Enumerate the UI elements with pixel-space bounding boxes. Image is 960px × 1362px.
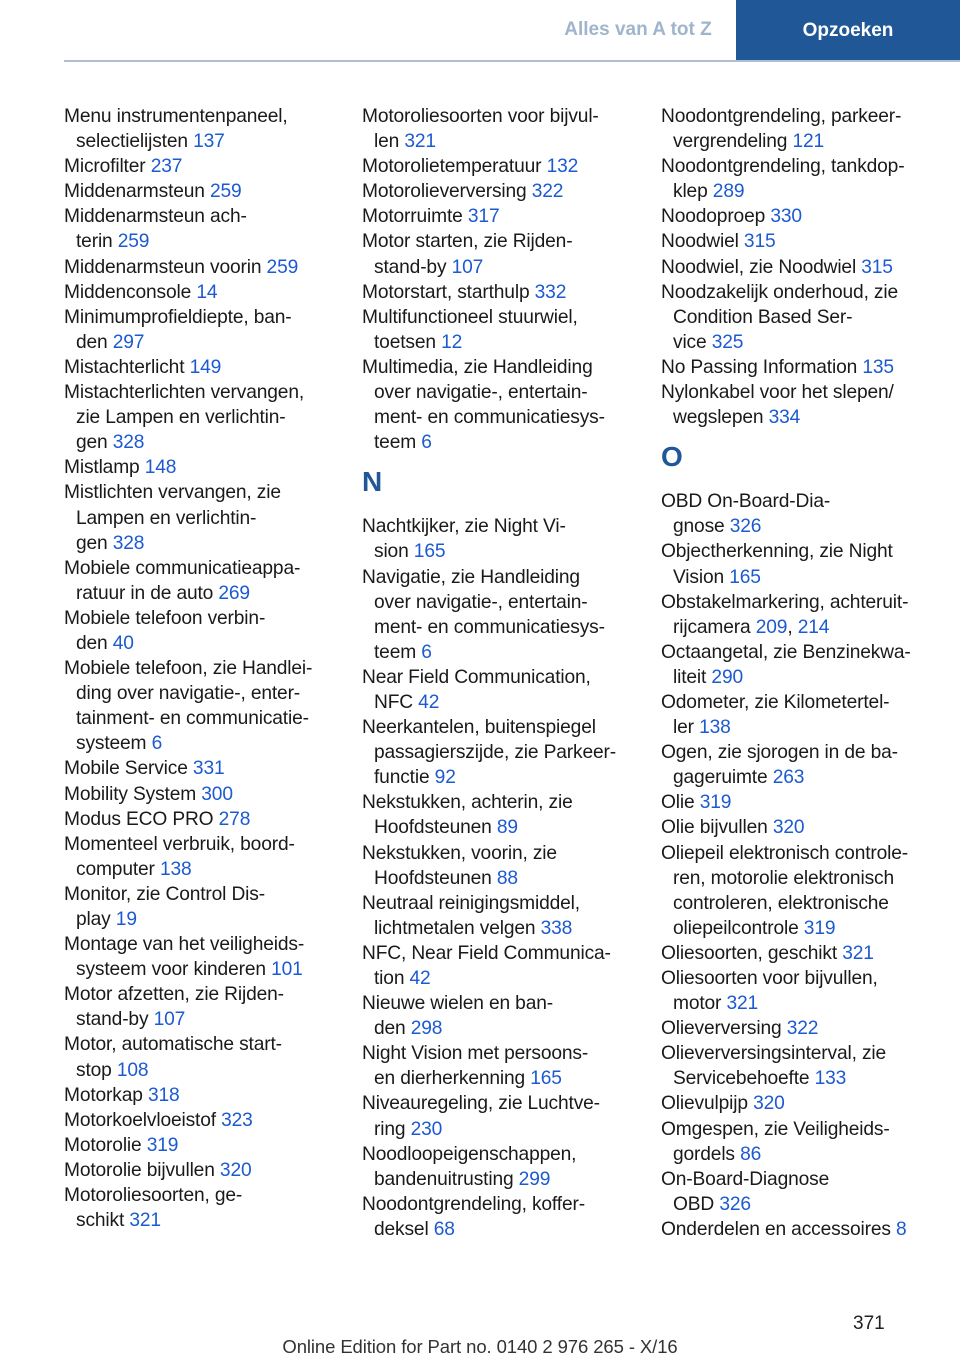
entry-text: Middenarmsteun — [64, 181, 205, 203]
index-entry — [64, 1108, 336, 1133]
entry-text: ring — [374, 1118, 406, 1140]
page-link[interactable]: 107 — [153, 1009, 186, 1031]
index-entry — [64, 104, 336, 154]
index-entry — [661, 815, 933, 840]
entry-text: over navigatie-, entertain- — [374, 382, 588, 404]
entry-text: Obstakelmarkering, achteruit- — [661, 591, 909, 613]
entry-text: toetsen — [374, 331, 436, 353]
index-entry — [362, 790, 634, 840]
entry-text: tion — [374, 968, 405, 989]
entry-text: motor — [673, 993, 722, 1015]
page-link[interactable]: 165 — [729, 566, 761, 588]
entry-text: vice — [673, 331, 707, 353]
index-entry — [64, 154, 336, 179]
entry-text: Middenarmsteun voorin — [64, 256, 262, 278]
entry-text: zie Lampen en verlichtin- — [76, 407, 286, 429]
entry-text: Motorstart, starthulp — [362, 281, 530, 303]
entry-text: Microfilter — [64, 156, 146, 178]
entry-text: Motorkap — [64, 1084, 143, 1106]
section-title[interactable]: Alles van A tot Z — [564, 19, 712, 40]
page-link[interactable]: 321 — [129, 1210, 161, 1232]
page-link[interactable]: 148 — [144, 457, 177, 479]
index-entry: Obstakelmarkering, achteruit- rijcamera 209, 214 — [661, 591, 909, 638]
page-link[interactable]: 321 — [842, 942, 874, 964]
entry-text: Mobiele communicatieappa- — [64, 557, 301, 579]
index-entry — [64, 1032, 336, 1082]
entry-text: gen — [76, 432, 108, 454]
entry-text: Objectherkenning, zie Night — [661, 541, 893, 563]
entry-text: Odometer, zie Kilometertel- — [661, 691, 890, 713]
entry-text: Oliesoorten, geschikt — [661, 942, 838, 964]
index-entry — [661, 539, 933, 589]
entry-text: systeem voor kinderen — [76, 959, 266, 981]
index-entry — [362, 1091, 634, 1141]
entry-text: Noodontgrendeling, koffer- — [362, 1193, 585, 1215]
index-entry — [64, 832, 336, 882]
index-entry — [661, 640, 933, 690]
entry-text: Motorolietemperatuur — [362, 156, 542, 178]
entry-text: selectielijsten — [76, 131, 188, 153]
entry-text: vergrendeling — [673, 131, 788, 153]
entry-text: Mobiele telefoon, zie Handlei- — [64, 658, 313, 680]
index-entry — [362, 179, 634, 204]
page-link[interactable]: 290 — [711, 666, 743, 688]
page-link[interactable]: 259 — [117, 231, 150, 253]
entry-text: Montage van het veiligheids- — [64, 934, 305, 956]
entry-text: Niveauregeling, zie Luchtve- — [362, 1093, 600, 1115]
footer-edition: Online Edition for Part no. 0140 2 976 265 - X/16 — [282, 1336, 678, 1357]
index-entry — [661, 1217, 933, 1242]
page-link[interactable]: 318 — [147, 1084, 180, 1106]
index-entry — [64, 1158, 336, 1183]
entry-text: Mistachterlichten vervangen, — [64, 382, 305, 404]
page-link[interactable]: 101 — [271, 959, 303, 981]
page-link[interactable]: 237 — [150, 156, 183, 178]
entry-text: Motor, automatische start- — [64, 1034, 282, 1056]
index-entry — [362, 514, 634, 564]
index-entry — [661, 790, 933, 815]
index-entry — [661, 104, 933, 154]
entry-text: Momenteel verbruik, boord- — [64, 833, 295, 855]
page-link[interactable]: 19 — [115, 909, 137, 930]
entry-text: Near Field Communication, — [362, 666, 591, 688]
page-link[interactable]: 42 — [409, 968, 431, 989]
entry-text: Onderdelen en accessoires — [661, 1218, 891, 1240]
entry-text: Motorkoelvloeistof — [64, 1109, 216, 1131]
index-entry — [64, 1083, 336, 1108]
entry-text: NFC — [374, 691, 413, 713]
index-entry — [362, 1142, 634, 1192]
index-entry — [362, 841, 634, 891]
entry-text: tainment- en communicatie- — [76, 708, 309, 730]
page-link[interactable]: 330 — [770, 206, 802, 228]
index-entry — [661, 154, 933, 204]
index-entry — [362, 154, 634, 179]
entry-text: klep — [673, 181, 708, 203]
entry-text: Lampen en verlichtin- — [76, 507, 257, 529]
entry-text: passagierszijde, zie Parkeer- — [374, 742, 616, 764]
page-link[interactable]: 321 — [404, 131, 436, 153]
entry-text: Motorolieverversing — [362, 181, 527, 203]
index-entry — [64, 782, 336, 807]
index-entry — [661, 204, 933, 229]
page-link[interactable]: 334 — [768, 407, 801, 429]
index-entry — [64, 305, 336, 355]
index-entry — [362, 204, 634, 229]
entry-text: Noodwiel, zie Noodwiel — [661, 256, 857, 278]
entry-text: Mobile Service — [64, 758, 188, 780]
entry-text: gageruimte — [673, 767, 768, 789]
entry-text: over navigatie-, entertain- — [374, 591, 588, 613]
index-entry — [362, 229, 634, 279]
page-link[interactable]: 331 — [192, 758, 225, 780]
entry-text: Monitor, zie Control Dis- — [64, 883, 265, 905]
entry-text: Nekstukken, voorin, zie — [362, 842, 557, 864]
entry-text: stand-by — [76, 1009, 149, 1031]
entry-text: Motorruimte — [362, 206, 463, 228]
entry-text: Mistlamp — [64, 457, 140, 479]
page-link[interactable]: 328 — [112, 532, 145, 554]
page-link[interactable]: 8 — [896, 1218, 907, 1240]
entry-text: OBD On-Board-Dia- — [661, 491, 831, 513]
page-link[interactable]: 92 — [434, 767, 456, 789]
entry-text: ment- en communicatiesys- — [374, 407, 605, 429]
page-link[interactable]: 319 — [803, 917, 836, 939]
page-link[interactable]: 68 — [433, 1218, 455, 1240]
page-link[interactable]: 86 — [740, 1143, 762, 1165]
entry-text: den — [374, 1018, 406, 1040]
page-link[interactable]: 320 — [772, 817, 805, 839]
index-entry — [362, 665, 634, 715]
entry-text: Omgespen, zie Veiligheids- — [661, 1118, 890, 1140]
entry-text: Mistlichten vervangen, zie — [64, 482, 281, 504]
entry-text: functie — [374, 767, 430, 789]
entry-text: Neerkantelen, buitenspiegel — [362, 717, 596, 739]
index-entry — [64, 380, 336, 455]
header-bar — [0, 0, 960, 62]
page-link[interactable]: 138 — [699, 717, 731, 739]
entry-text: Motorolie bijvullen — [64, 1159, 215, 1181]
entry-text: Motorolie — [64, 1134, 142, 1156]
entry-text: computer — [76, 858, 155, 880]
index-entry — [64, 982, 336, 1032]
index-entry — [64, 255, 336, 280]
page-link[interactable]: 317 — [467, 206, 500, 228]
entry-text: Vision — [673, 566, 725, 588]
page-link[interactable]: 297 — [112, 331, 145, 353]
index-entry — [362, 715, 634, 790]
entry-text: Noodontgrendeling, parkeer- — [661, 106, 902, 127]
index-entry — [661, 489, 933, 539]
page-link[interactable]: 326 — [719, 1193, 751, 1215]
page-link[interactable]: 149 — [189, 356, 222, 378]
entry-text: Mobiele telefoon verbin- — [64, 607, 266, 629]
index-entry — [661, 1016, 933, 1041]
page-link[interactable]: 107 — [451, 256, 484, 278]
page-link[interactable]: 325 — [711, 331, 744, 353]
index-entry — [64, 455, 336, 480]
page-link[interactable]: 315 — [861, 256, 893, 278]
page-link[interactable]: 289 — [712, 181, 745, 203]
index-entry — [661, 1117, 933, 1167]
entry-text: gordels — [673, 1143, 735, 1165]
index-column-2 — [362, 104, 634, 1242]
page-link[interactable]: 322 — [531, 181, 564, 203]
entry-text: Noodzakelijk onderhoud, zie — [661, 281, 899, 303]
page-link[interactable]: 299 — [518, 1168, 551, 1190]
index-entry — [661, 941, 933, 966]
entry-text: Neutraal reinigingsmiddel, — [362, 892, 580, 914]
entry-text: oliepeilcontrole — [673, 917, 799, 939]
page-link[interactable]: 326 — [729, 516, 762, 538]
page-number: 371 — [853, 1313, 885, 1334]
entry-text: Olieverversing — [661, 1018, 782, 1040]
entry-text: systeem — [76, 733, 147, 755]
entry-text: gen — [76, 532, 108, 554]
page-link[interactable]: 137 — [193, 131, 225, 153]
entry-text: Noodwiel — [661, 231, 739, 253]
page-link[interactable]: 300 — [201, 783, 233, 805]
entry-text: Night Vision met persoons- — [362, 1043, 589, 1065]
entry-text: Olie bijvullen — [661, 817, 768, 839]
entry-text: en dierherkenning — [374, 1068, 526, 1090]
index-entry — [64, 932, 336, 982]
entry-text: play — [76, 909, 111, 930]
entry-text: Motor starten, zie Rijden- — [362, 231, 573, 253]
index-entry — [64, 355, 336, 380]
tab-opzoeken[interactable]: Opzoeken — [736, 0, 960, 62]
index-entry — [64, 1183, 336, 1233]
page-link[interactable]: 135 — [862, 356, 894, 378]
header-rule — [64, 60, 960, 62]
entry-text: ler — [673, 717, 694, 739]
page-link[interactable]: 89 — [496, 817, 518, 839]
index-entry — [64, 1133, 336, 1158]
page-link[interactable]: 108 — [116, 1059, 149, 1081]
index-entry — [661, 280, 933, 355]
entry-text: Modus ECO PRO — [64, 808, 214, 830]
entry-text: len — [374, 131, 400, 153]
page-link[interactable]: 323 — [221, 1109, 253, 1131]
entry-text: gnose — [673, 516, 725, 538]
entry-text: sion — [374, 541, 409, 563]
entry-text: Motoroliesoorten voor bijvul- — [362, 106, 599, 127]
entry-text: stand-by — [374, 256, 447, 278]
index-entry — [661, 355, 933, 380]
entry-text: Hoofdsteunen — [374, 867, 492, 889]
entry-text: Ogen, zie sjorogen in de ba- — [661, 742, 898, 764]
index-entry — [661, 966, 933, 1016]
entry-text: Mistachterlicht — [64, 356, 185, 378]
page-link[interactable]: 88 — [496, 867, 518, 889]
page-link[interactable]: 133 — [814, 1068, 847, 1090]
index-entry — [661, 1091, 933, 1116]
index-entry — [362, 565, 634, 665]
entry-text: wegslepen — [673, 407, 764, 429]
entry-text: Olie — [661, 792, 695, 814]
entry-text: Olieverversingsinterval, zie — [661, 1043, 887, 1065]
entry-text: Noodoproep — [661, 206, 766, 228]
index-entry — [362, 1041, 634, 1091]
entry-text: den — [76, 331, 108, 353]
index-entry — [362, 104, 634, 154]
page-link[interactable]: 165 — [530, 1068, 562, 1090]
page-link[interactable]: 278 — [218, 808, 251, 830]
index-entry — [661, 1041, 933, 1091]
page-link[interactable]: 338 — [540, 917, 573, 939]
entry-text: Noodloopeigenschappen, — [362, 1143, 577, 1165]
index-entry — [661, 229, 933, 254]
page-link[interactable]: 320 — [753, 1093, 785, 1115]
entry-text: teem — [374, 641, 417, 663]
entry-text: No Passing Information — [661, 356, 858, 378]
entry-text: Mobility System — [64, 783, 197, 805]
entry-text: Middenarmsteun ach- — [64, 206, 247, 228]
entry-text: Multifunctioneel stuurwiel, — [362, 306, 578, 328]
entry-text: Servicebehoefte — [673, 1068, 810, 1090]
entry-text: Multimedia, zie Handleiding — [362, 356, 593, 378]
entry-text: lichtmetalen velgen — [374, 917, 536, 939]
entry-text: Nieuwe wielen en ban- — [362, 993, 553, 1015]
index-entry — [64, 556, 336, 606]
page-link[interactable]: 321 — [726, 993, 759, 1015]
page-link[interactable]: 6 — [421, 432, 432, 454]
index-entry — [64, 882, 336, 932]
index-entry — [362, 991, 634, 1041]
entry-text: stop — [76, 1059, 112, 1081]
page-link[interactable]: 42 — [418, 691, 440, 713]
entry-text: ren, motorolie elektronisch — [673, 867, 894, 889]
index-entry — [362, 1192, 634, 1242]
index-entry — [362, 891, 634, 941]
index-entry — [64, 179, 336, 204]
entry-text: Hoofdsteunen — [374, 817, 492, 839]
page-link[interactable]: 165 — [413, 541, 446, 563]
entry-text: Oliesoorten voor bijvullen, — [661, 968, 878, 989]
index-entry — [661, 740, 933, 790]
index-entry — [362, 941, 634, 991]
entry-text: Menu instrumentenpaneel, — [64, 106, 288, 127]
entry-text: Nachtkijker, zie Night Vi- — [362, 516, 566, 538]
page-link[interactable]: 322 — [786, 1018, 819, 1040]
entry-text: terin — [76, 231, 113, 253]
entry-text: NFC, Near Field Communica- — [362, 942, 611, 964]
entry-text: Condition Based Ser- — [673, 306, 853, 328]
page-link[interactable]: 269 — [218, 582, 250, 604]
page-link[interactable]: 259 — [210, 181, 242, 203]
page-link[interactable]: 319 — [146, 1134, 179, 1156]
page-link[interactable]: 40 — [112, 632, 134, 654]
page-link[interactable]: 315 — [743, 231, 776, 253]
index-column-3 — [661, 104, 933, 1242]
index-entry — [661, 841, 933, 941]
page-link[interactable]: 6 — [421, 641, 432, 663]
entry-text: Oliepeil elektronisch controle- — [661, 842, 909, 864]
page-link[interactable]: 328 — [112, 432, 145, 454]
entry-text: rijcamera — [673, 616, 751, 638]
entry-text: ratuur in de auto — [76, 582, 214, 604]
index-entry — [661, 1167, 933, 1217]
entry-text: deksel — [374, 1218, 429, 1240]
index-entry — [64, 480, 336, 555]
entry-text: Minimumprofieldiepte, ban- — [64, 306, 292, 328]
entry-text: teem — [374, 432, 417, 454]
entry-text: Nekstukken, achterin, zie — [362, 792, 573, 814]
page-link[interactable]: 320 — [219, 1159, 252, 1181]
index-entry — [64, 204, 336, 254]
index-entry — [661, 255, 933, 280]
entry-text: OBD — [673, 1193, 715, 1215]
page-link[interactable]: 209 — [755, 616, 788, 638]
page-link[interactable]: 298 — [410, 1018, 443, 1040]
page-link[interactable]: 12 — [441, 331, 463, 353]
entry-text: On-Board-Diagnose — [661, 1168, 830, 1190]
entry-text: controleren, elektronische — [673, 892, 889, 914]
page-link[interactable]: 138 — [159, 858, 192, 880]
page-link[interactable]: 14 — [196, 281, 218, 303]
index-column-1 — [64, 104, 336, 1233]
index-entry — [64, 280, 336, 305]
page-link[interactable]: 214 — [797, 616, 830, 638]
entry-text: Noodontgrendeling, tankdop- — [661, 156, 905, 178]
entry-text: Motor afzetten, zie Rijden- — [64, 984, 284, 1006]
page-link[interactable]: 230 — [410, 1118, 443, 1140]
page-link[interactable]: 132 — [546, 156, 579, 178]
index-entry — [64, 807, 336, 832]
index-entry — [661, 380, 933, 430]
entry-text: Octaangetal, zie Benzinekwa- — [661, 641, 911, 663]
entry-text: Nylonkabel voor het slepen/ — [661, 382, 894, 404]
page-link[interactable]: 263 — [772, 767, 805, 789]
page-link[interactable]: 332 — [534, 281, 567, 303]
page-link[interactable]: 121 — [792, 131, 825, 153]
index-entry — [64, 656, 336, 756]
page-link[interactable]: 319 — [699, 792, 732, 814]
index-entry — [362, 355, 634, 455]
index-entry — [64, 606, 336, 656]
page-link[interactable]: 259 — [266, 256, 299, 278]
entry-text: Navigatie, zie Handleiding — [362, 566, 580, 588]
index-entry — [362, 305, 634, 355]
index-entry — [64, 756, 336, 781]
entry-text: Motoroliesoorten, ge- — [64, 1185, 243, 1207]
entry-text: Middenconsole — [64, 281, 192, 303]
entry-text: Olievulpijp — [661, 1093, 748, 1115]
section-letter: O — [661, 441, 683, 473]
entry-text: ding over navigatie-, enter- — [76, 683, 301, 705]
entry-text: ment- en communicatiesys- — [374, 616, 605, 638]
page-link[interactable]: 6 — [151, 733, 163, 755]
index-entry — [661, 690, 933, 740]
entry-text: schikt — [76, 1210, 125, 1232]
entry-text: den — [76, 632, 108, 654]
section-letter: N — [362, 466, 383, 498]
entry-text: liteit — [673, 666, 707, 688]
entry-text: bandenuitrusting — [374, 1168, 514, 1190]
index-entry — [362, 280, 634, 305]
